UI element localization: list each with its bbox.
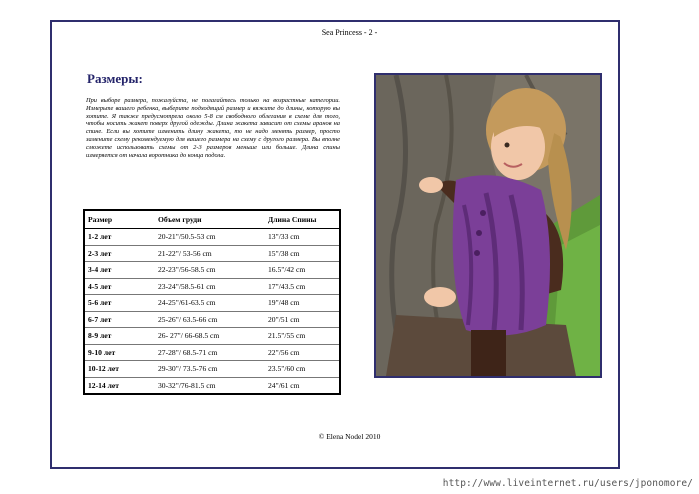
table-row bbox=[84, 278, 340, 295]
photo-illustration bbox=[376, 75, 600, 376]
table-row bbox=[84, 328, 340, 345]
size-cell: 2-3 лет bbox=[84, 245, 155, 262]
size-cell: 4-5 лет bbox=[84, 278, 155, 295]
header-size: Размер bbox=[84, 210, 155, 229]
child-photo bbox=[374, 73, 602, 378]
size-cell: 9-10 лет bbox=[84, 344, 155, 361]
back-length-cell: 16.5"/42 cm bbox=[265, 262, 340, 279]
size-cell: 12-14 лет bbox=[88, 380, 119, 390]
intro-paragraph: При выборе размера, пожалуйста, не полагайтесь только на возрастные категории. Измерьте вашего ребенка, выберите подходящий размер и вяжите до длины, которую вы хотите. Я также предусмотрела около 5-8 см свободного облегания в схеме для того, чтобы носить жакет поверх другой одежды. Длина жакета зависит от схемы аранов на спине. Если вы хотите изменить длину жакета, то не надо менять размер, просто замените схему рекомендуемую для вашего размера на схему с другого размера. Вы вполне сможете использовать схемы от 2-3 размеров меньше или больше. Длина спины измеряется от начала воротника до конца подола. bbox=[86, 97, 340, 159]
size-cell: 5-6 лет bbox=[84, 295, 155, 312]
header-back-length: Длина Спины bbox=[265, 210, 340, 229]
table-row bbox=[84, 361, 340, 378]
section-title: Размеры: bbox=[87, 71, 143, 86]
back-length-cell: 17"/43.5 cm bbox=[265, 278, 340, 295]
table-row bbox=[84, 245, 340, 262]
size-cell: 10-12 лет bbox=[84, 361, 155, 378]
table-row bbox=[84, 377, 340, 394]
page-header: Sea Princess - 2 - bbox=[321, 28, 378, 37]
table-row bbox=[84, 311, 340, 328]
chest-cell: 30-32"/76-81.5 cm bbox=[158, 380, 216, 390]
back-length-cell: 22"/56 cm bbox=[265, 344, 340, 361]
size-table-header-row bbox=[84, 210, 340, 229]
size-table bbox=[83, 209, 341, 395]
table-row bbox=[84, 295, 340, 312]
back-length-cell: 13"/33 cm bbox=[265, 229, 340, 246]
watermark-url: http://www.liveinternet.ru/users/jponomore/ bbox=[442, 478, 693, 489]
back-length-cell: 19"/48 cm bbox=[265, 295, 340, 312]
table-row bbox=[84, 229, 340, 246]
chest-cell: 24-25"/61-63.5 cm bbox=[155, 295, 265, 312]
back-length-cell: 24"/61 cm bbox=[268, 380, 300, 390]
header-chest: Объем груди bbox=[155, 210, 265, 229]
table-row bbox=[84, 344, 340, 361]
chest-cell: 27-28"/ 68.5-71 cm bbox=[155, 344, 265, 361]
chest-cell: 21-22"/ 53-56 cm bbox=[155, 245, 265, 262]
copyright: © Elena Nodel 2010 bbox=[318, 432, 381, 441]
size-cell: 6-7 лет bbox=[84, 311, 155, 328]
chest-cell: 26- 27"/ 66-68.5 cm bbox=[155, 328, 265, 345]
chest-cell: 29-30"/ 73.5-76 cm bbox=[155, 361, 265, 378]
back-length-cell: 23.5"/60 cm bbox=[265, 361, 340, 378]
size-cell: 1-2 лет bbox=[84, 229, 155, 246]
chest-cell: 20-21"/50.5-53 cm bbox=[155, 229, 265, 246]
chest-cell: 25-26"/ 63.5-66 cm bbox=[155, 311, 265, 328]
size-cell: 3-4 лет bbox=[84, 262, 155, 279]
back-length-cell: 21.5"/55 cm bbox=[265, 328, 340, 345]
back-length-cell: 15"/38 cm bbox=[265, 245, 340, 262]
size-cell: 8-9 лет bbox=[84, 328, 155, 345]
table-row bbox=[84, 262, 340, 279]
back-length-cell: 20"/51 cm bbox=[265, 311, 340, 328]
chest-cell: 22-23"/56-58.5 cm bbox=[155, 262, 265, 279]
chest-cell: 23-24"/58.5-61 cm bbox=[155, 278, 265, 295]
